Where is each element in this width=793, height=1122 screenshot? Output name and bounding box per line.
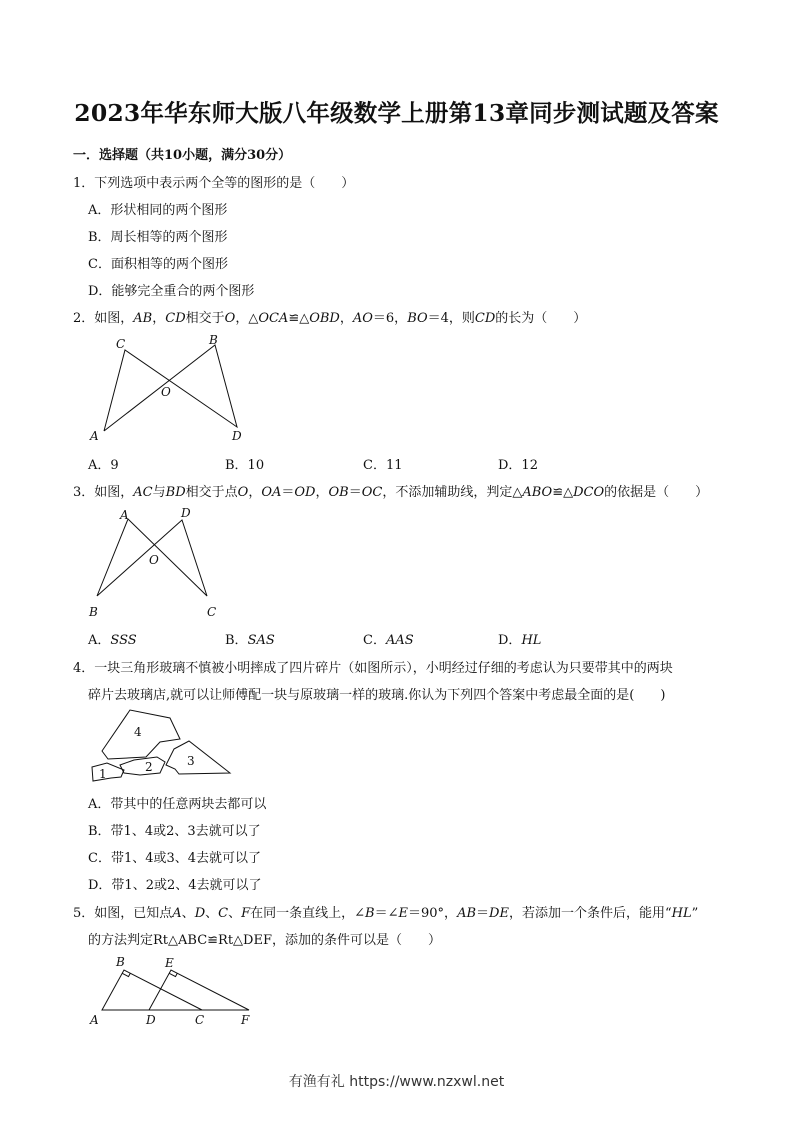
question-2-stem: 2．如图，AB，CD相交于O，△OCA≌△OBD，AO＝6，BO＝4，则CD的长为（ ） [73,311,587,326]
glass-piece-1-label: 1 [99,767,107,781]
q5-label-c: C [195,1013,205,1027]
glass-piece-1 [92,763,124,781]
question-2-option-d: D．12 [498,458,538,473]
right-angle-mark-e [169,973,177,976]
question-3-figure [85,503,225,621]
question-2-option-c: C．11 [363,458,403,473]
question-4-figure [88,706,238,782]
question-5-stem-line-2: 的方法判定Rt△ABC≌Rt△DEF，添加的条件可以是（ ） [88,933,441,948]
question-1-stem: 1．下列选项中表示两个全等的图形的是（ ） [73,176,355,191]
section-heading: 一．选择题（共10小题，满分30分） [73,148,292,163]
footer-watermark: 有渔有礼 https://www.nzxwl.net [288,1074,505,1090]
q5-label-a: A [90,1013,99,1027]
q5-label-f: F [241,1013,250,1027]
q3-label-a: A [120,508,129,522]
q3-label-o: O [149,553,159,567]
question-3-option-d: D．HL [498,633,542,648]
question-2-figure [85,330,255,445]
question-1-option-b: B．周长相等的两个图形 [88,230,228,245]
question-4-option-c: C．带1、4或3、4去就可以了 [88,851,262,866]
question-2-option-b: B．10 [225,458,265,473]
glass-piece-3 [166,741,230,774]
q2-label-b: B [209,333,218,347]
question-4-option-a: A．带其中的任意两块去都可以 [88,797,267,812]
question-1-option-a: A．形状相同的两个图形 [88,203,228,218]
q2-label-a: A [90,429,99,443]
question-1-option-c: C．面积相等的两个图形 [88,257,228,272]
glass-piece-4-label: 4 [134,725,142,739]
question-2-option-a: A．9 [88,458,119,473]
question-5-figure [85,952,265,1034]
right-angle-mark-b [122,973,130,976]
question-4-option-d: D．带1、2或2、4去就可以了 [88,878,262,893]
question-4-stem-line-2: 碎片去玻璃店,就可以让师傅配一块与原玻璃一样的玻璃.你认为下列四个答案中考虑最全面的是( ) [88,688,666,703]
question-5-stem-line-1: 5．如图，已知点A、D、C、F在同一条直线上，∠B＝∠E＝90°，AB＝DE，若添加一个条件后，能用“HL” [73,906,699,921]
question-3-option-b: B．SAS [225,633,275,648]
question-3-option-c: C．AAS [363,633,414,648]
q5-label-e: E [165,956,174,970]
question-4-stem-line-1: 4．一块三角形玻璃不慎被小明摔成了四片碎片（如图所示），小明经过仔细的考虑认为只要带其中的两块 [73,661,673,676]
q2-label-c: C [116,337,126,351]
question-1-option-d: D．能够完全重合的两个图形 [88,284,255,299]
question-3-option-a: A．SSS [88,633,137,648]
glass-piece-3-label: 3 [187,754,195,768]
glass-piece-2 [120,757,165,775]
question-4-option-b: B．带1、4或2、3去就可以了 [88,824,261,839]
q3-label-b: B [89,605,98,619]
q3-label-d: D [181,506,191,520]
glass-piece-2-label: 2 [145,760,153,774]
q2-label-o: O [161,385,171,399]
q3-label-c: C [207,605,217,619]
q5-label-d: D [146,1013,156,1027]
q2-label-d: D [232,429,242,443]
page-title: 2023年华东师大版八年级数学上册第13章同步测试题及答案 [74,99,719,127]
question-3-stem: 3．如图，AC与BD相交于点O，OA＝OD，OB＝OC，不添加辅助线，判定△ABO≌△DCO的依据是（ ） [73,485,709,500]
q5-label-b: B [116,955,125,969]
